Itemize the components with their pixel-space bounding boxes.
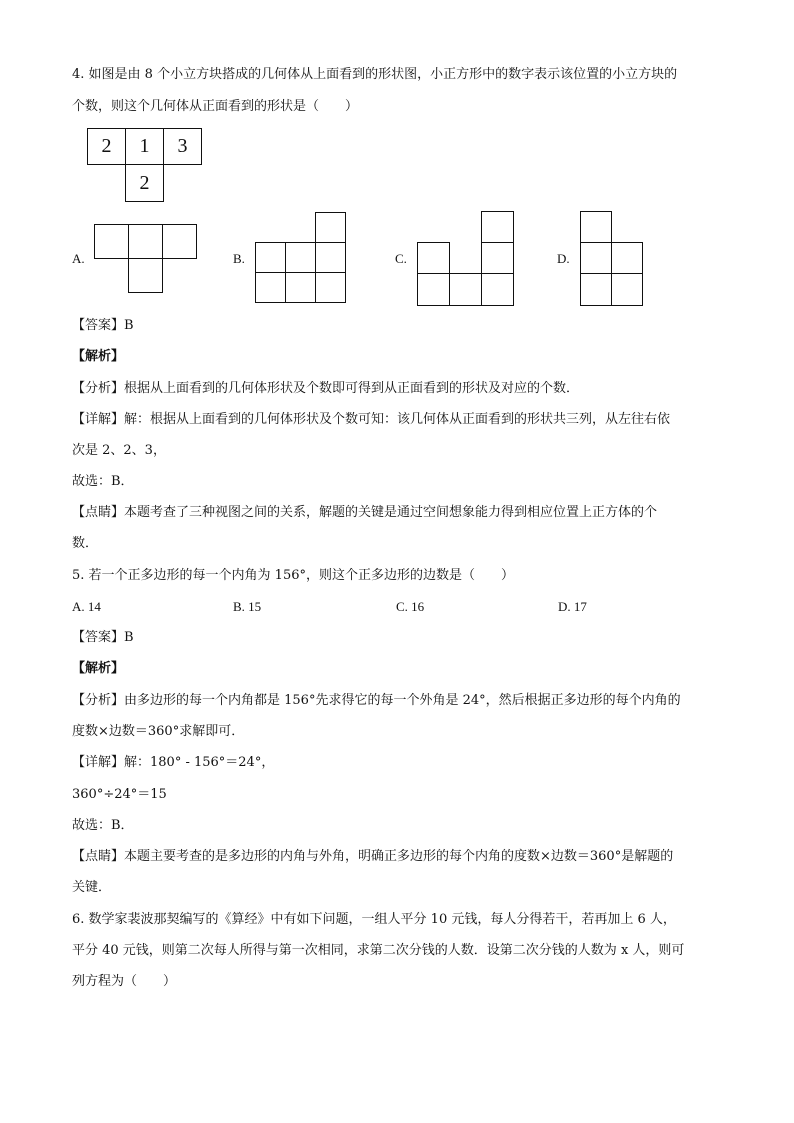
q5-answer: 【答案】B <box>72 630 134 645</box>
q4-guxuan: 故选：B． <box>72 474 134 489</box>
option-a-square <box>128 258 163 293</box>
q6-stem-line2: 平分 40 元钱，则第二次每人所得与第一次相同，求第二次分钱的人数．设第二次分钱的人数为 x 人，则可 <box>72 943 685 958</box>
option-b-square <box>315 242 346 273</box>
q5-choice-a: A. 14 <box>72 599 101 614</box>
q5-choice-b: B. 15 <box>233 599 262 614</box>
option-c-square <box>417 273 450 306</box>
q5-xiangjie-line2: 360°÷24°＝15 <box>72 787 167 802</box>
q5-dianjing-line1: 【点睛】本题主要考查的是多边形的内角与外角，明确正多边形的每个内角的度数×边数＝360°是解题的 <box>72 849 674 864</box>
q4-analysis-title: 【解析】 <box>72 349 125 364</box>
option-b-label: B. <box>233 251 245 266</box>
option-a-label: A. <box>72 251 85 266</box>
option-b-square <box>315 272 346 303</box>
option-d-square <box>611 242 643 274</box>
option-a-square <box>128 224 163 259</box>
option-a-square <box>94 224 129 259</box>
top-view-cell: 3 <box>163 128 202 165</box>
option-d-square <box>580 211 612 243</box>
q4-fenxi: 【分析】根据从上面看到的几何体形状及个数即可得到从正面看到的形状及对应的个数． <box>72 381 580 396</box>
q4-dianjing-line1: 【点睛】本题考查了三种视图之间的关系，解题的关键是通过空间想象能力得到相应位置上正方体的个 <box>72 505 658 520</box>
option-c-square <box>481 273 514 306</box>
top-view-cell: 2 <box>125 164 164 202</box>
option-b-square <box>315 212 346 243</box>
option-d-square <box>580 273 612 306</box>
option-b-square <box>285 242 316 273</box>
option-d-square <box>611 273 643 306</box>
q5-xiangjie-line1: 【详解】解：180° - 156°＝24°， <box>72 755 275 770</box>
top-view-cell: 1 <box>125 128 164 165</box>
q5-analysis-title: 【解析】 <box>72 661 125 676</box>
q5-choice-c: C. 16 <box>396 599 425 614</box>
q5-fenxi-line1: 【分析】由多边形的每一个内角都是 156°先求得它的每一个外角是 24°，然后根据正多边形的每个内角的 <box>72 693 681 708</box>
q4-stem-line2: 个数，则这个几何体从正面看到的形状是（ ） <box>72 99 359 114</box>
q4-answer: 【答案】B <box>72 318 134 333</box>
q6-stem-line3: 列方程为（ ） <box>72 974 177 989</box>
q5-stem: 5. 若一个正多边形的每一个内角为 156°，则这个正多边形的边数是（ ） <box>72 568 514 583</box>
option-d-label: D. <box>557 251 570 266</box>
option-c-square <box>481 242 514 274</box>
option-b-square <box>255 272 286 303</box>
q5-guxuan: 故选：B． <box>72 818 134 833</box>
option-c-square <box>417 242 450 274</box>
option-c-square <box>449 273 482 306</box>
q5-choice-d: D. 17 <box>558 599 587 614</box>
option-d-square <box>580 242 612 274</box>
q4-xiangjie-line1: 【详解】解：根据从上面看到的几何体形状及个数可知：该几何体从正面看到的形状共三列，从左往右依 <box>72 412 671 427</box>
q5-dianjing-line2: 关键． <box>72 880 112 895</box>
q4-stem-line1: 4. 如图是由 8 个小立方块搭成的几何体从上面看到的形状图，小正方形中的数字表示该位置的小立方块的 <box>72 67 678 82</box>
q6-stem-line1: 6. 数学家裴波那契编写的《算经》中有如下问题，一组人平分 10 元钱，每人分得若干，若再加上 6 人， <box>72 912 676 927</box>
option-c-square <box>481 211 514 243</box>
top-view-cell: 2 <box>87 128 126 165</box>
option-a-square <box>162 224 197 259</box>
option-c-label: C. <box>395 251 407 266</box>
q4-xiangjie-line2: 次是 2、2、3， <box>72 443 166 458</box>
option-b-square <box>255 242 286 273</box>
q4-dianjing-line2: 数． <box>72 536 99 551</box>
option-b-square <box>285 272 316 303</box>
q5-fenxi-line2: 度数×边数＝360°求解即可． <box>72 724 245 739</box>
